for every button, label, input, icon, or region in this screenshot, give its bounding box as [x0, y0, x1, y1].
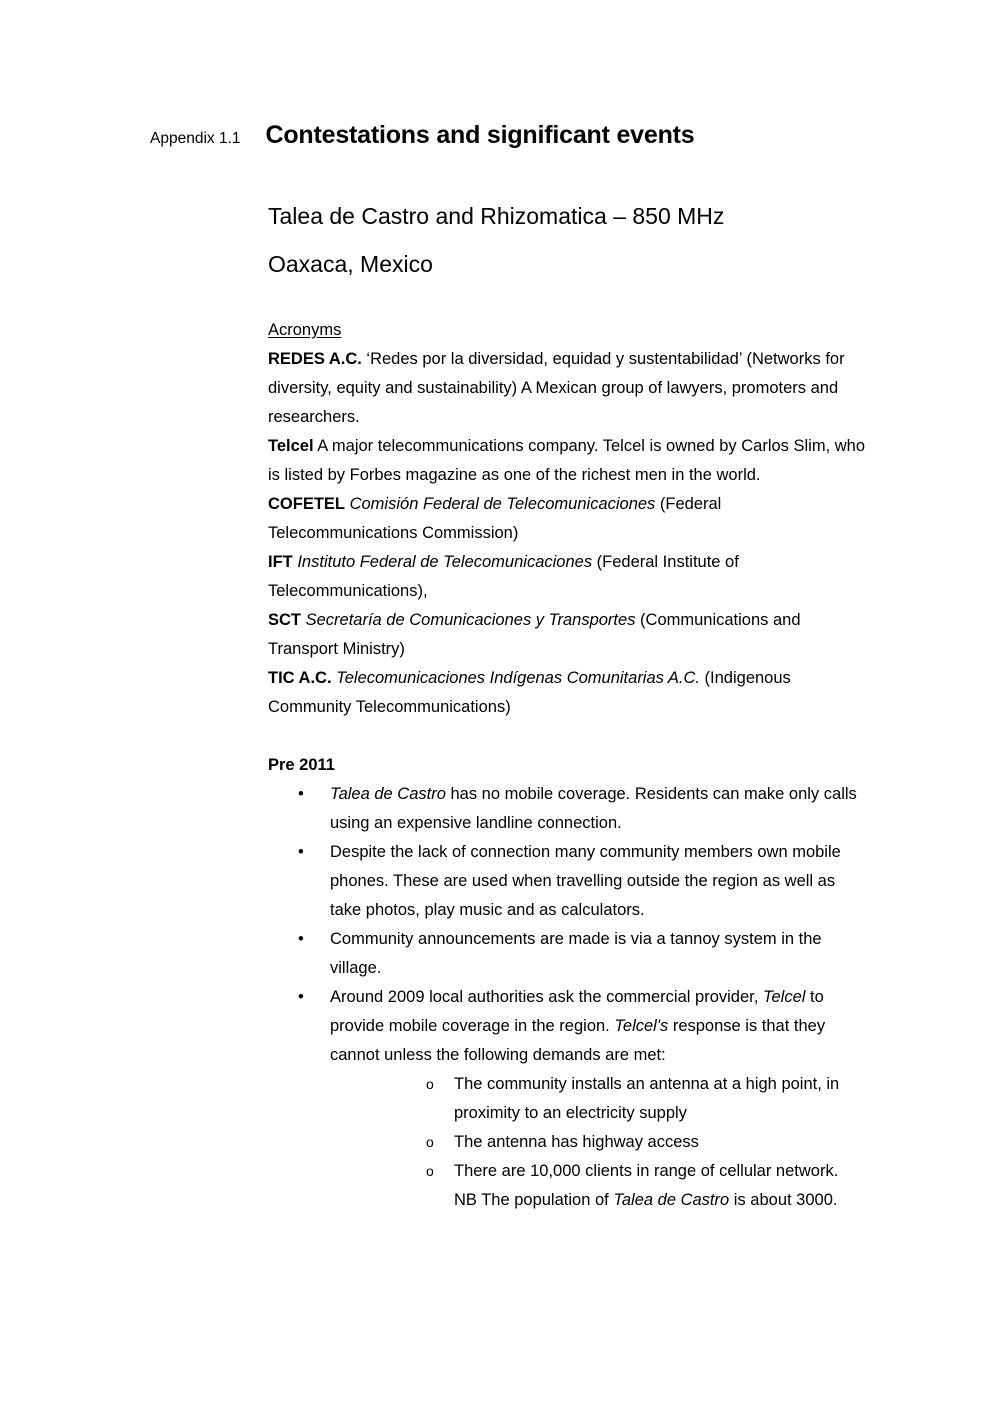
note-prefix: NB The population of — [454, 1191, 614, 1209]
acronym-definition: (Communications and Transport Ministry) — [268, 611, 801, 658]
subtitle-line-1: Talea de Castro and Rhizomatica – 850 MHz — [268, 203, 725, 229]
acronym-term: COFETEL — [268, 495, 345, 513]
bullet-text-part-1: Around 2009 local authorities ask the commercial provider, — [330, 988, 763, 1006]
bullet-marker-icon: • — [298, 843, 304, 861]
document-header — [150, 120, 910, 150]
acronym-term: TIC A.C. — [268, 669, 332, 687]
acronyms-list — [268, 345, 868, 722]
bullet-text: Community announcements are made is via a tannoy system in the village. — [330, 930, 822, 977]
document-subtitle — [268, 192, 908, 288]
list-item — [268, 983, 868, 1215]
section-heading-pre-2011: Pre 2011 — [268, 756, 335, 774]
acronym-spanish-name: Comisión Federal de Telecomunicaciones — [349, 495, 656, 513]
acronym-entry — [268, 345, 868, 432]
acronym-entry — [268, 432, 868, 490]
document-body — [268, 316, 868, 1215]
list-item — [330, 1070, 868, 1128]
acronym-entry — [268, 606, 868, 664]
bullet-text-part-2: to provide mobile coverage in the region. — [330, 988, 824, 1035]
sub-bullet-note — [454, 1186, 868, 1215]
bullet-text-part-3: response is that they cannot unless the following demands are met: — [330, 1017, 826, 1064]
acronym-entry — [268, 490, 868, 548]
bullet-marker-icon: • — [298, 930, 304, 948]
bullet-lead-italic: Talea de Castro — [330, 785, 446, 803]
sub-bullet-marker-icon: o — [426, 1076, 434, 1092]
sub-bullet-marker-icon: o — [426, 1163, 434, 1179]
acronyms-heading: Acronyms — [268, 321, 342, 339]
subtitle-line-2: Oaxaca, Mexico — [268, 251, 433, 277]
list-item — [330, 1157, 868, 1215]
list-item — [268, 925, 868, 983]
bullet-italic-telcels: Telcel's — [614, 1017, 669, 1035]
acronym-spanish-name: Instituto Federal de Telecomunicaciones — [297, 553, 593, 571]
acronym-term: SCT — [268, 611, 301, 629]
bullet-text: Despite the lack of connection many community members own mobile phones. These are used when travelling outside the region as well as take photos, play music and as calculators. — [330, 843, 841, 919]
list-item — [268, 838, 868, 925]
sub-bullet-text: The community installs an antenna at a high point, in proximity to an electricity supply — [454, 1075, 840, 1122]
acronym-definition: (Federal Telecommunications Commission) — [268, 495, 722, 542]
acronym-definition: A major telecommunications company. Telcel is owned by Carlos Slim, who is listed by Forbes magazine as one of the richest men in the world. — [268, 437, 866, 484]
sub-bullet-text: There are 10,000 clients in range of cellular network. — [454, 1162, 839, 1180]
timeline-bullet-list — [268, 780, 868, 1215]
note-italic-place: Talea de Castro — [613, 1191, 730, 1209]
acronym-spanish-name: Secretaría de Comunicaciones y Transportes — [305, 611, 636, 629]
page-title: Contestations and significant events — [265, 121, 695, 149]
demands-sub-list — [330, 1070, 868, 1215]
appendix-label: Appendix 1.1 — [150, 130, 241, 147]
acronym-definition: (Federal Institute of Telecommunications), — [268, 553, 739, 600]
acronym-entry — [268, 548, 868, 606]
acronym-term: Telcel — [268, 437, 314, 455]
acronym-spanish-name: Telecomunicaciones Indígenas Comunitarias A.C. — [336, 669, 700, 687]
acronym-term: IFT — [268, 553, 293, 571]
bullet-italic-telcel: Telcel — [762, 988, 806, 1006]
acronym-entry — [268, 664, 868, 722]
bullet-marker-icon: • — [298, 988, 304, 1006]
acronym-definition: (Indigenous Community Telecommunications) — [268, 669, 791, 716]
acronym-definition: (Networks for diversity, equity and sustainability) A Mexican group of lawyers, promoters and researchers. — [268, 350, 845, 426]
list-item — [268, 780, 868, 838]
bullet-text: has no mobile coverage. Residents can make only calls using an expensive landline connection. — [330, 785, 857, 832]
sub-bullet-text: The antenna has highway access — [454, 1133, 699, 1151]
sub-bullet-marker-icon: o — [426, 1134, 434, 1150]
bullet-marker-icon: • — [298, 785, 304, 803]
acronym-quoted: ‘Redes por la diversidad, equidad y sustentabilidad’ — [366, 350, 742, 368]
list-item — [330, 1128, 868, 1157]
acronym-term: REDES A.C. — [268, 350, 362, 368]
note-suffix: is about 3000. — [729, 1191, 838, 1209]
